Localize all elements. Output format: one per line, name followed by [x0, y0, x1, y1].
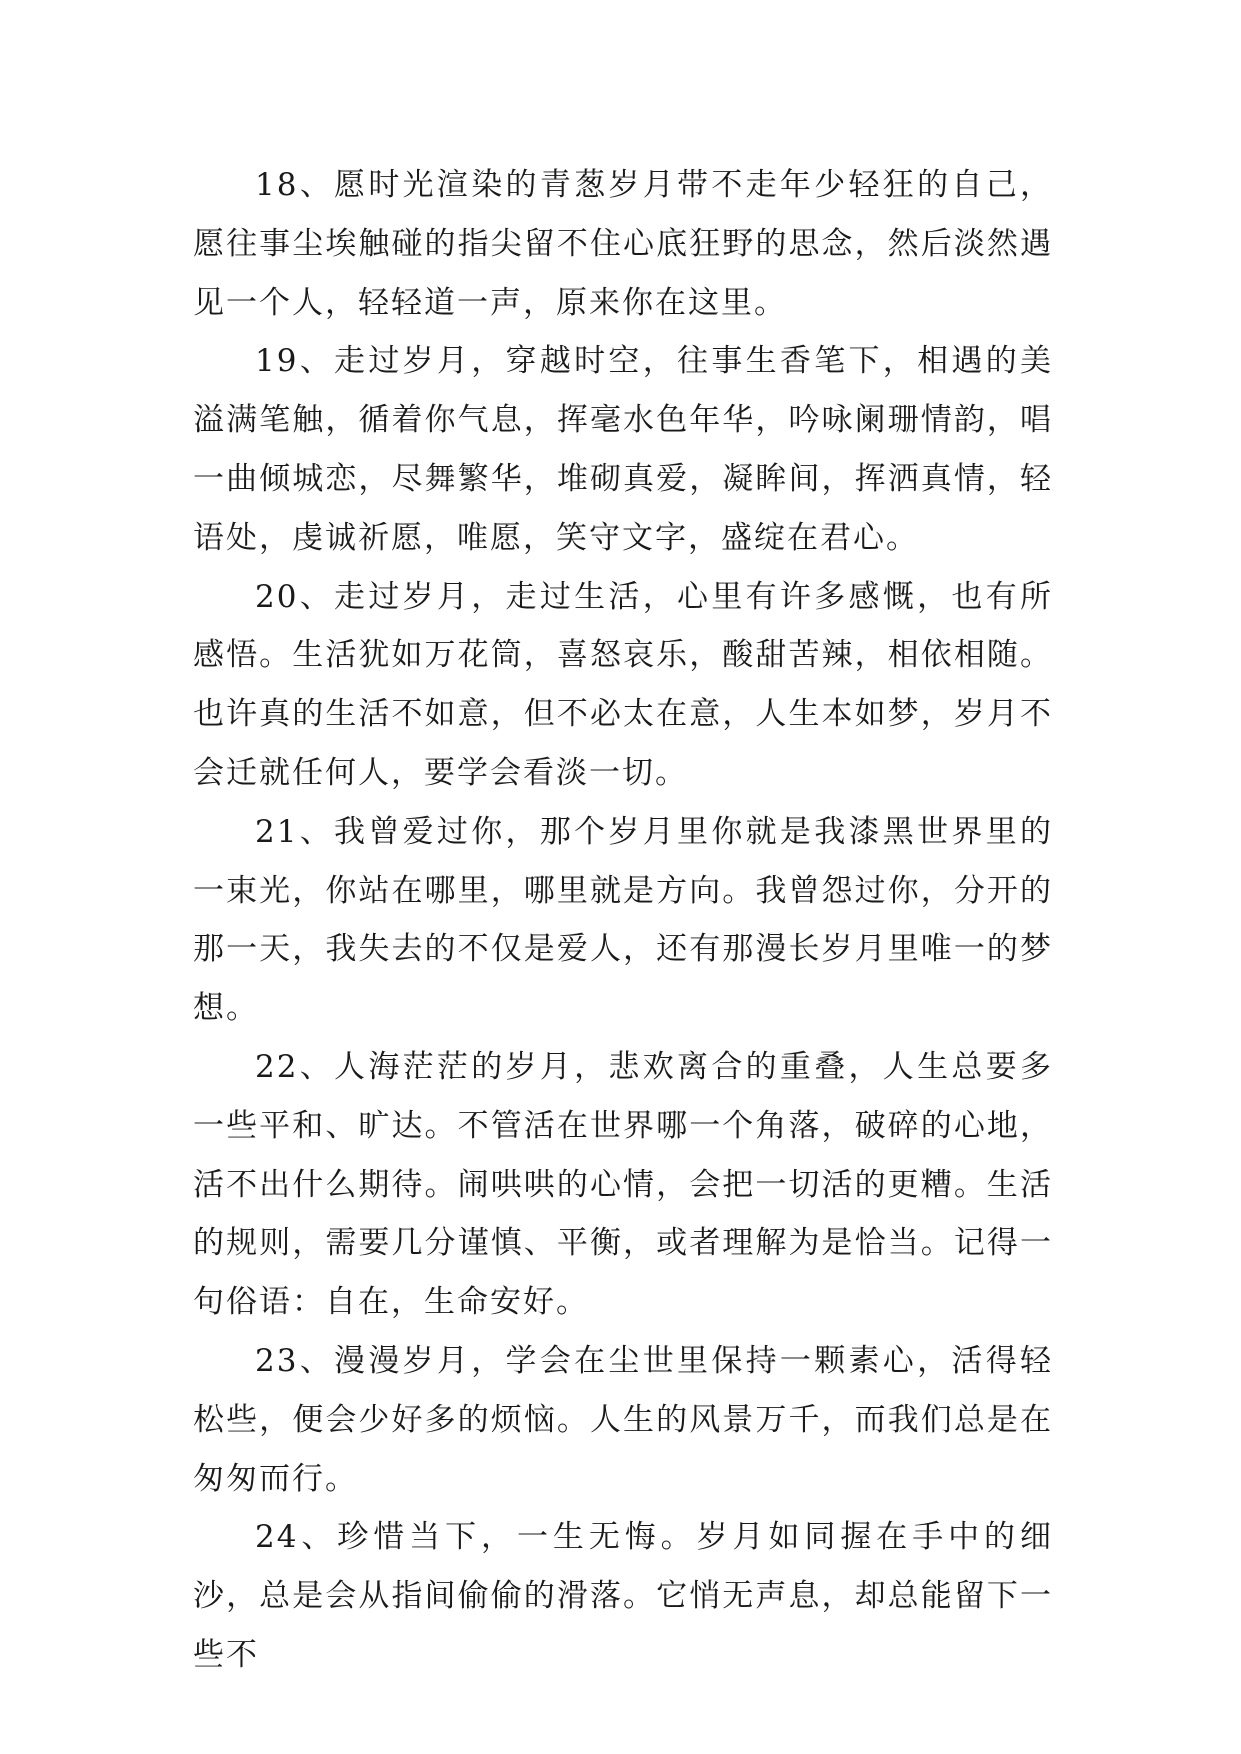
document-body — [193, 156, 1053, 1685]
paragraph-22: 22、人海茫茫的岁月，悲欢离合的重叠，人生总要多一些平和、旷达。不管活在世界哪一个角落，破碎的心地，活不出什么期待。闹哄哄的心情，会把一切活的更糟。生活的规则，需要几分谨慎、平衡，或者理解为是恰当。记得一句俗语：自在，生命安好。 — [193, 1048, 1053, 1321]
paragraph-23: 23、漫漫岁月，学会在尘世里保持一颗素心，活得轻松些，便会少好多的烦恼。人生的风景万千，而我们总是在匆匆而行。 — [193, 1342, 1053, 1497]
paragraph-21: 21、我曾爱过你，那个岁月里你就是我漆黑世界里的一束光，你站在哪里，哪里就是方向。我曾怨过你，分开的那一天，我失去的不仅是爱人，还有那漫长岁月里唯一的梦想。 — [193, 813, 1053, 1027]
paragraph-20: 20、走过岁月，走过生活，心里有许多感慨，也有所感悟。生活犹如万花筒，喜怒哀乐，酸甜苦辣，相依相随。也许真的生活不如意，但不必太在意，人生本如梦，岁月不会迁就任何人，要学会看淡一切。 — [193, 578, 1053, 791]
paragraph-19: 19、走过岁月，穿越时空，往事生香笔下，相遇的美溢满笔触，循着你气息，挥毫水色年华，吟咏阑珊情韵，唱一曲倾城恋，尽舞繁华，堆砌真爱，凝眸间，挥洒真情，轻语处，虔诚祈愿，唯愿，笑守文字，盛绽在君心。 — [193, 343, 1053, 556]
paragraph-18: 18、愿时光渲染的青葱岁月带不走年少轻狂的自己，愿往事尘埃触碰的指尖留不住心底狂野的思念，然后淡然遇见一个人，轻轻道一声，原来你在这里。 — [193, 167, 1053, 321]
paragraph-24: 24、珍惜当下，一生无悔。岁月如同握在手中的细沙，总是会从指间偷偷的滑落。它悄无声息，却总能留下一些不 — [193, 1519, 1053, 1673]
